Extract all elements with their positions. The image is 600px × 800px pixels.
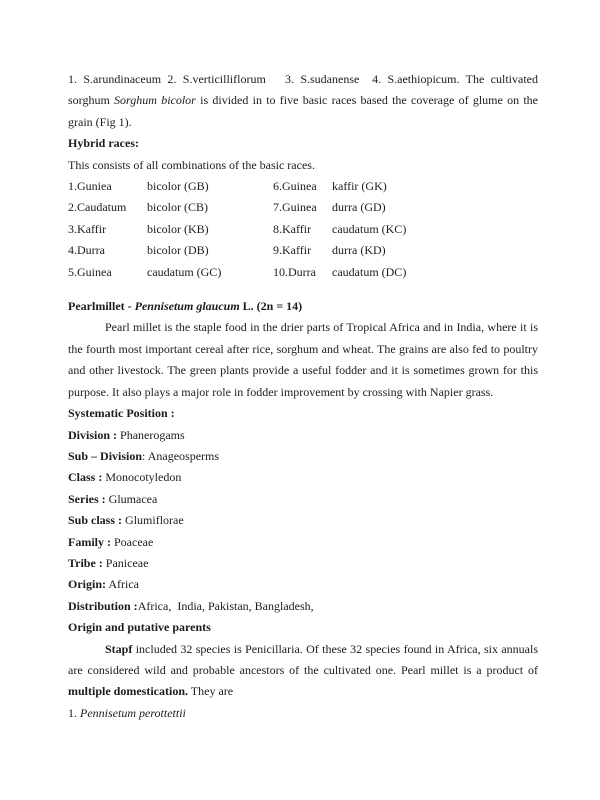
race-cell: 4.Durra [68, 243, 105, 258]
entry-value: Glumiflorae [122, 513, 184, 528]
entry-label: Origin: [68, 577, 106, 592]
entry-label: Distribution : [68, 598, 138, 613]
race-cell: 10.Durra [273, 264, 316, 279]
origin-parents-paragraph: Stapf included 32 species is Penicillaria. Of these 32 species found in Africa, six annuals are considered wild and probable ancestors of the cultivated one. Pearl millet is a product of multiple domestication. They are [68, 641, 538, 699]
race-cell: 2.Caudatum [68, 200, 127, 215]
pearlmillet-heading: Pearlmillet - Pennisetum glaucum L. (2n = 14) [68, 299, 303, 314]
systematic-entry-subdivision [68, 446, 538, 467]
systematic-entry-family [68, 532, 538, 553]
systematic-entry-division [68, 425, 538, 446]
race-cell: bicolor (GB) [147, 179, 209, 194]
race-cell: caudatum (KC) [332, 221, 407, 236]
hybrid-races-heading: Hybrid races: [68, 136, 139, 151]
race-cell: durra (KD) [332, 243, 386, 258]
race-cell: 7.Guinea [273, 200, 317, 215]
entry-value: Monocotyledon [102, 470, 182, 485]
race-cell: bicolor (CB) [147, 200, 208, 215]
race-cell: bicolor (KB) [147, 221, 209, 236]
entry-value: Glumacea [105, 491, 158, 506]
systematic-entry-origin [68, 574, 538, 595]
entry-value: Paniceae [102, 555, 149, 570]
pearlmillet-description: Pearl millet is the staple food in the drier parts of Tropical Africa and in India, where it is the fourth most important cereal after rice, sorghum and wheat. The grains are also fed to poultry and other livestock. The green plants provide a useful fodder and it is sometimes grown for this purpose. It also plays a major role in fodder improvement by crossing with Napier grass. [68, 320, 538, 399]
entry-label: Sub – Division [68, 448, 143, 463]
entry-label: Division : [68, 427, 118, 442]
entry-value: : Anageosperms [142, 448, 220, 463]
systematic-position-heading: Systematic Position : [68, 406, 175, 421]
systematic-entry-series [68, 489, 538, 510]
race-cell: kaffir (GK) [332, 179, 387, 194]
entry-value: Poaceae [111, 534, 154, 549]
hybrid-races-intro: This consists of all combinations of the basic races. [68, 157, 315, 172]
race-cell: 8.Kaffir [273, 221, 312, 236]
race-cell: 5.Guinea [68, 264, 112, 279]
systematic-entry-class [68, 467, 538, 488]
race-cell: caudatum (GC) [147, 264, 222, 279]
entry-value: Phanerogams [117, 427, 185, 442]
systematic-entry-subclass [68, 510, 538, 531]
entry-label: Family : [68, 534, 111, 549]
race-cell: durra (GD) [332, 200, 386, 215]
race-cell: caudatum (DC) [332, 264, 407, 279]
systematic-entry-tribe [68, 553, 538, 574]
entry-label: Class : [68, 470, 103, 485]
origin-parents-heading: Origin and putative parents [68, 620, 211, 635]
race-cell: 3.Kaffir [68, 221, 107, 236]
race-cell: bicolor (DB) [147, 243, 209, 258]
entry-label: Sub class : [68, 513, 123, 528]
race-cell: 9.Kaffir [273, 243, 312, 258]
species-list-item: 1. Pennisetum perottettii [68, 705, 186, 720]
entry-value: Africa, India, Pakistan, Bangladesh, [137, 598, 314, 613]
hybrid-races-table [68, 176, 538, 283]
race-cell: 6.Guinea [273, 179, 317, 194]
entry-label: Tribe : [68, 555, 103, 570]
intro-paragraph: 1. S.arundinaceum 2. S.verticilliflorum 3. S.sudanense 4. S.aethiopicum. The cultivated sorghum Sorghum bicolor is divided in to five basic races based the coverage of glume on the grain (Fig 1). [68, 72, 538, 129]
race-cell: 1.Guniea [68, 179, 112, 194]
systematic-entry-distribution [68, 596, 538, 617]
entry-value: Africa [106, 577, 139, 592]
entry-label: Series : [68, 491, 106, 506]
